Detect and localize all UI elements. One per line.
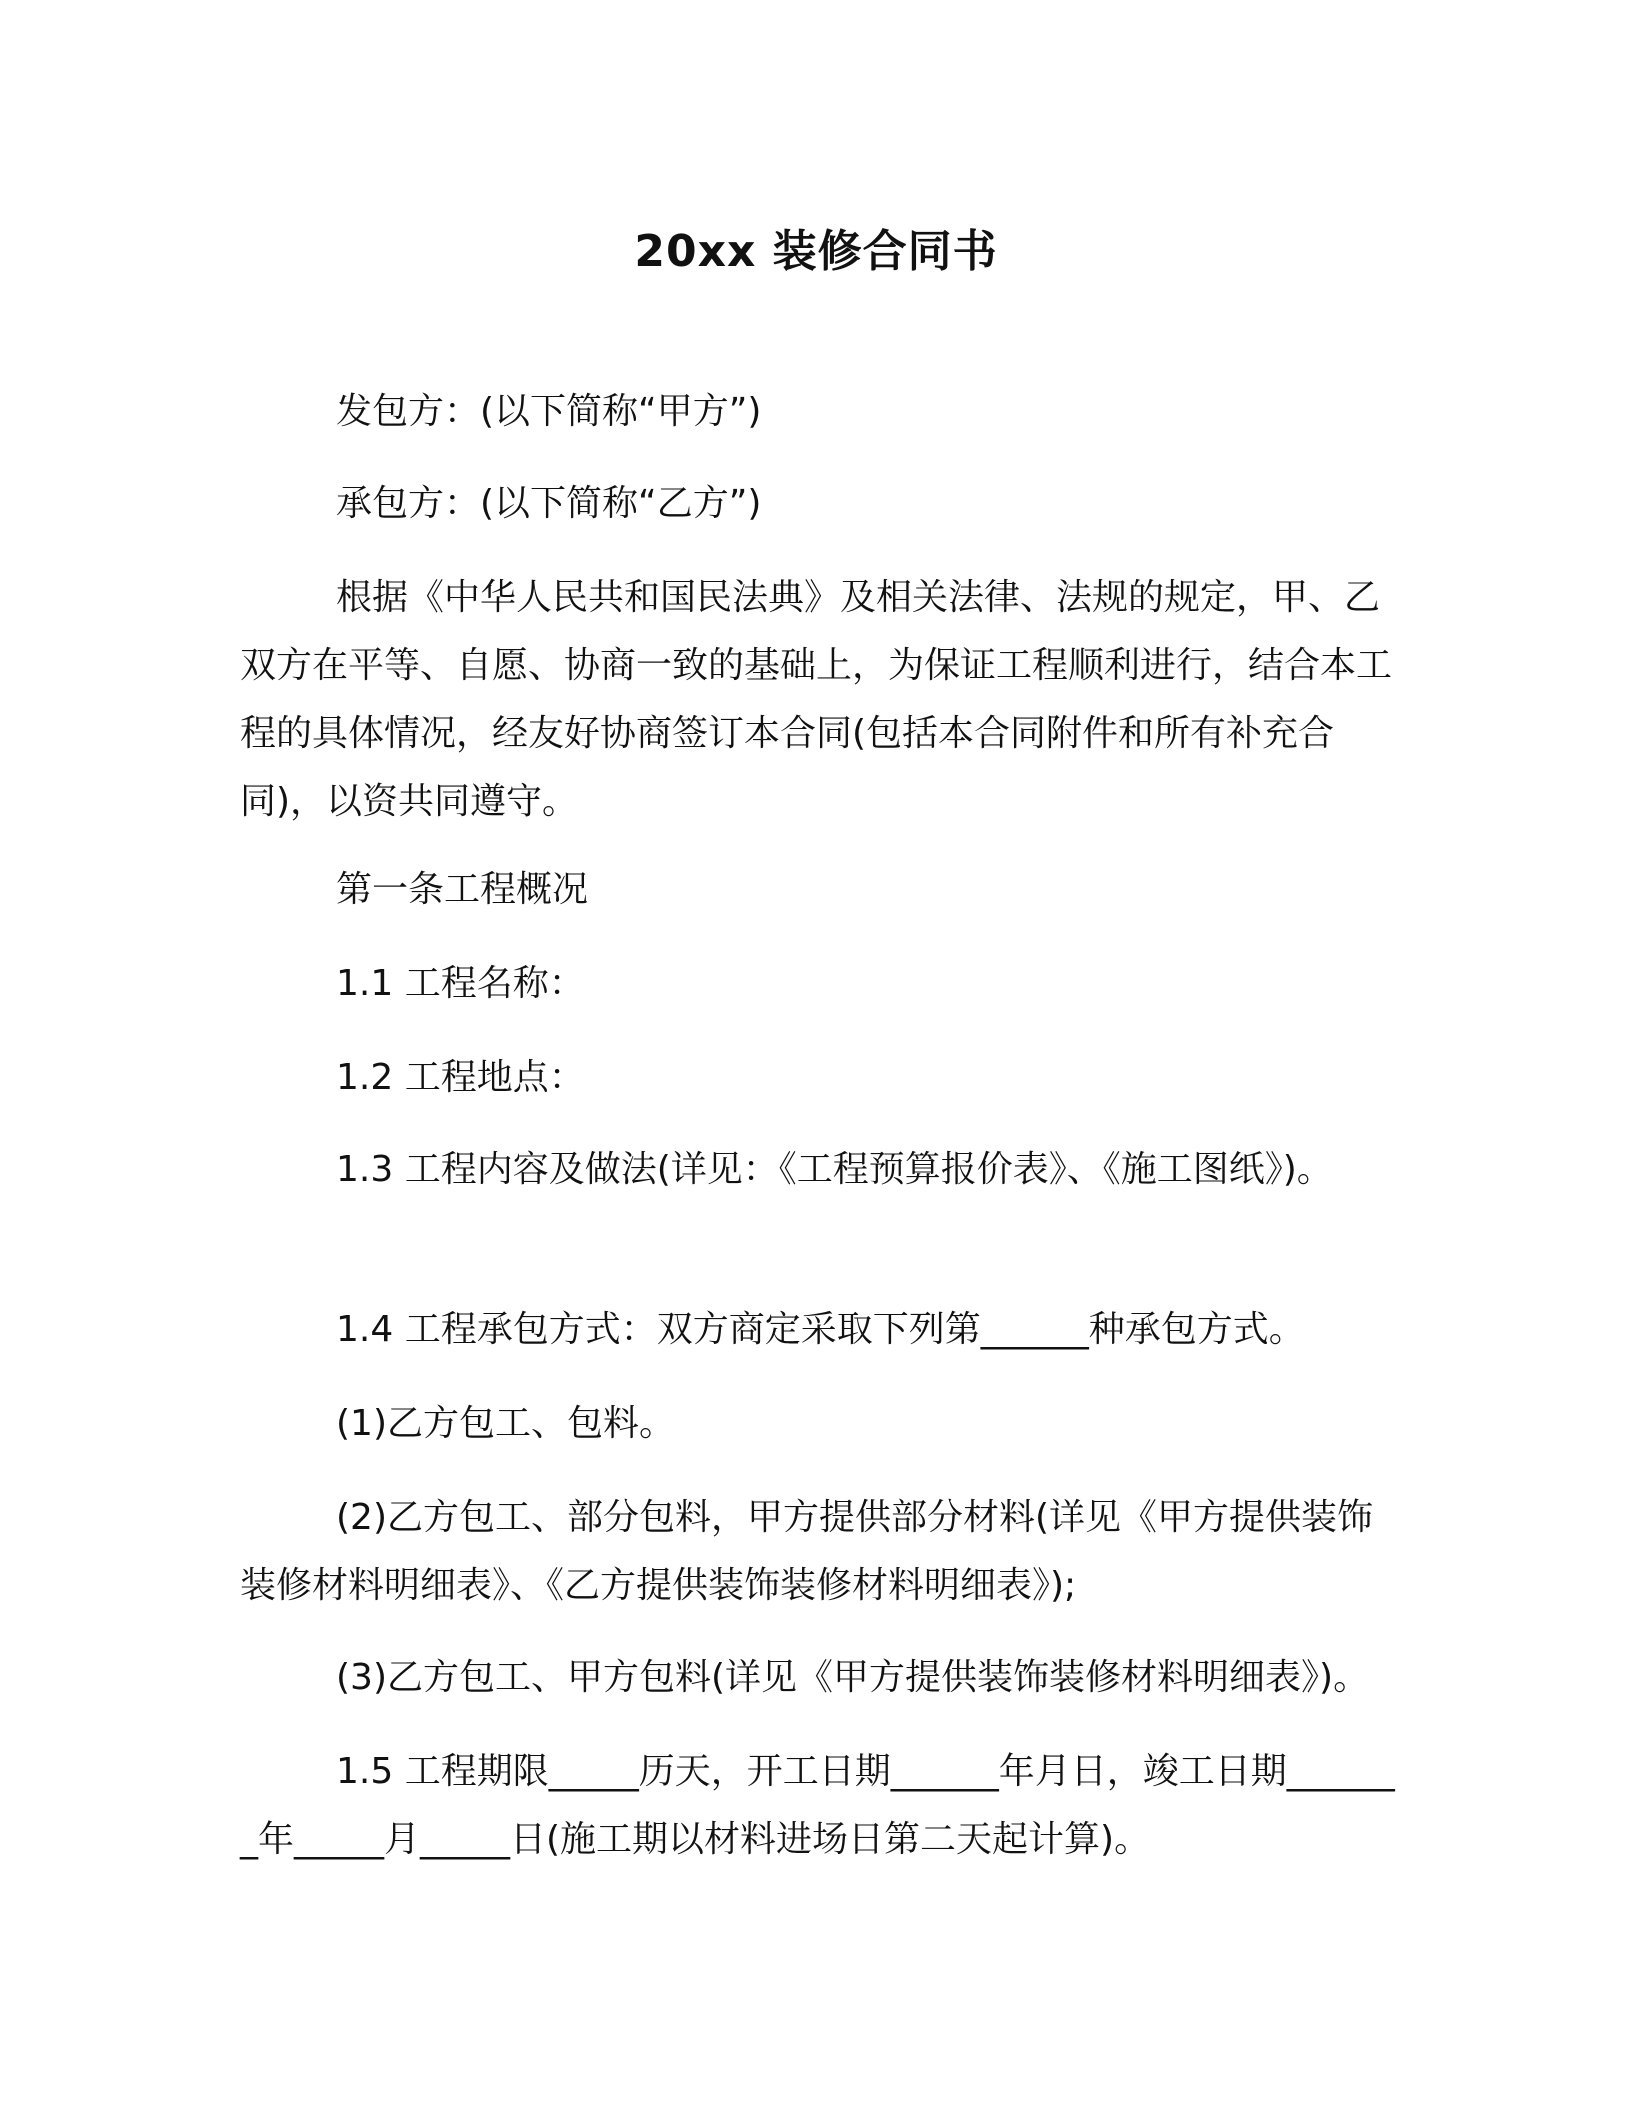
clause-1-1: 1.1 工程名称： <box>336 963 585 1004</box>
preamble-paragraph: 根据《中华人民共和国民法典》及相关法律、法规的规定，甲、乙双方在平等、自愿、协商一致的基础上，为保证工程顺利进行，结合本工程的具体情况，经友好协商签订本合同(包括本合同附件和所有补充合同)，以资共同遵守。 <box>240 577 1393 822</box>
clause-1-4: 1.4 工程承包方式：双方商定采取下列第______种承包方式。 <box>336 1309 1305 1350</box>
clause-1-3: 1.3 工程内容及做法(详见：《工程预算报价表》、《施工图纸》)。 <box>336 1149 1333 1190</box>
clause-1-5: 1.5 工程期限_____历天，开工日期______年月日，竣工日期_______年_____月_____日(施工期以材料进场日第二天起计算)。 <box>240 1751 1395 1860</box>
party-a-line: 发包方：(以下简称“甲方”) <box>336 391 762 432</box>
article-1-heading: 第一条工程概况 <box>336 869 589 910</box>
party-b-line: 承包方：(以下简称“乙方”) <box>336 483 762 524</box>
option-3: (3)乙方包工、甲方包料(详见《甲方提供装饰装修材料明细表》)。 <box>336 1657 1370 1698</box>
option-2: (2)乙方包工、部分包料，甲方提供部分材料(详见《甲方提供装饰装修材料明细表》、《乙方提供装饰装修材料明细表》); <box>240 1497 1374 1606</box>
clause-1-2: 1.2 工程地点： <box>336 1057 585 1098</box>
option-1: (1)乙方包工、包料。 <box>336 1403 675 1444</box>
document-title: 20xx 装修合同书 <box>634 226 998 277</box>
